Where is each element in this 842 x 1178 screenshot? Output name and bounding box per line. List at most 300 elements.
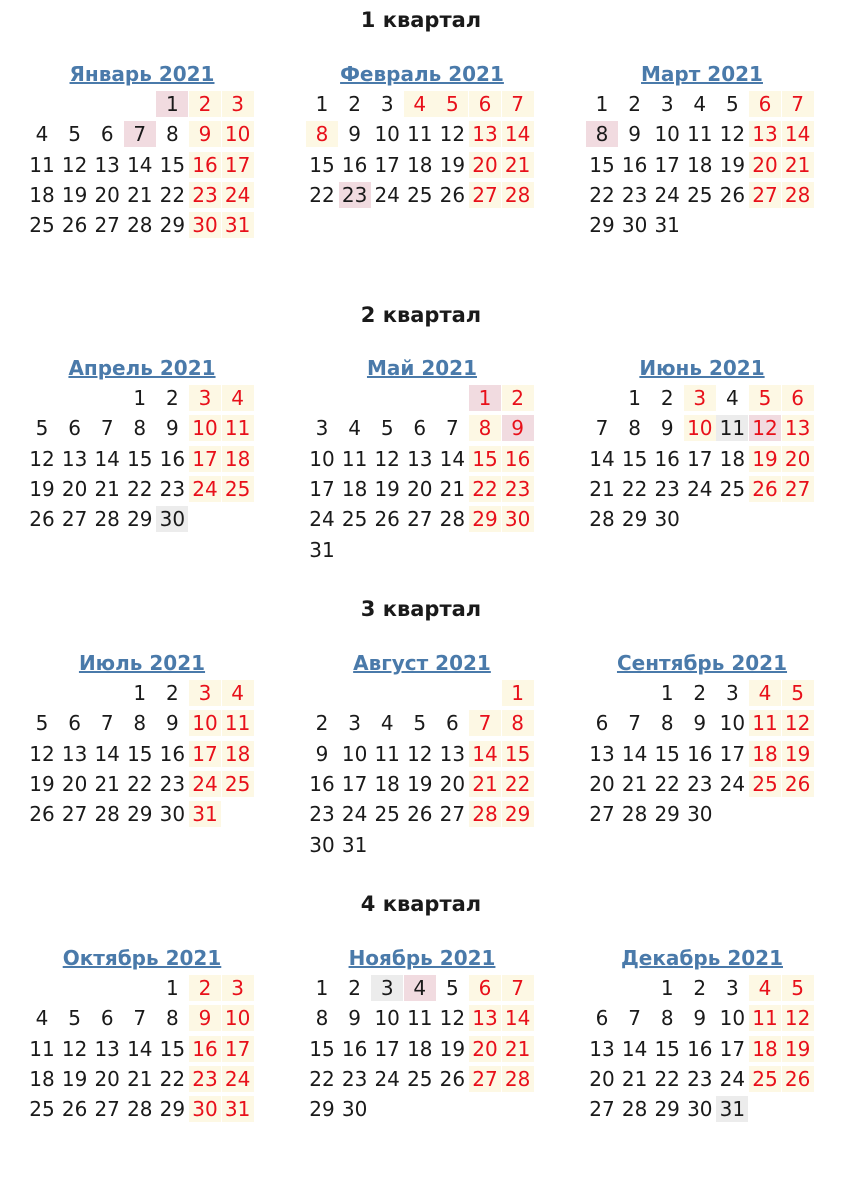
day-cell: 31 [716, 1096, 748, 1122]
day-cell: 24 [719, 771, 746, 796]
day-cell: 15 [654, 1036, 680, 1061]
day-cell: 5 [380, 416, 394, 441]
day-cell: 20 [439, 771, 466, 796]
month-may [306, 356, 538, 567]
day-cell: 30 [687, 1097, 713, 1122]
day-cell: 20 [469, 152, 501, 178]
day-cell: 9 [315, 741, 329, 766]
day-cell: 30 [687, 802, 713, 827]
month-link[interactable]: Июнь 2021 [639, 356, 765, 380]
month-link[interactable]: Январь 2021 [69, 62, 215, 86]
day-cell: 15 [502, 741, 534, 767]
day-cell: 12 [61, 152, 88, 177]
day-cell: 13 [469, 1005, 501, 1031]
day-cell: 28 [502, 1066, 534, 1092]
day-cell: 17 [374, 1036, 400, 1061]
day-cell: 30 [341, 1097, 368, 1122]
day-cell: 7 [124, 121, 156, 147]
day-cell: 4 [404, 975, 436, 1001]
day-cell: 30 [309, 832, 335, 857]
day-cell: 19 [61, 182, 88, 207]
day-cell: 9 [628, 122, 641, 147]
day-cell: 11 [222, 710, 254, 736]
day-cell: 18 [749, 1036, 781, 1062]
day-cell: 1 [315, 976, 329, 1000]
day-cell: 25 [341, 507, 368, 532]
day-cell: 8 [133, 711, 147, 736]
day-cell: 27 [589, 1097, 615, 1122]
day-cell: 22 [621, 476, 648, 501]
day-cell: 5 [35, 711, 49, 736]
day-cell: 9 [166, 416, 179, 441]
month-march [586, 62, 818, 243]
day-cell: 19 [782, 1036, 814, 1062]
day-cell: 5 [68, 122, 81, 147]
day-cell: 28 [621, 1097, 648, 1122]
day-cell: 15 [159, 152, 186, 177]
day-cell: 29 [159, 1097, 186, 1122]
day-cell: 8 [502, 710, 534, 736]
month-link[interactable]: Декабрь 2021 [620, 946, 783, 970]
day-cell: 28 [94, 802, 120, 827]
day-cell: 23 [621, 182, 648, 207]
day-cell: 9 [189, 1005, 221, 1031]
day-cell: 15 [654, 741, 680, 766]
day-cell: 24 [222, 182, 254, 208]
day-cell: 31 [222, 212, 254, 238]
day-cell: 2 [166, 681, 179, 705]
day-cell: 1 [628, 386, 641, 410]
day-cell: 2 [348, 92, 361, 116]
day-cell: 26 [374, 507, 400, 532]
day-cell: 12 [374, 446, 400, 471]
day-cell: 21 [94, 771, 120, 796]
day-cell: 17 [222, 152, 254, 178]
day-cell: 16 [159, 446, 186, 471]
day-cell: 30 [189, 1096, 221, 1122]
day-cell: 7 [446, 416, 459, 441]
day-cell: 22 [127, 771, 153, 796]
day-grid [26, 975, 258, 1127]
day-cell: 19 [61, 1066, 88, 1091]
day-cell: 14 [127, 1036, 153, 1061]
day-cell: 6 [413, 416, 427, 441]
day-cell: 7 [628, 1006, 641, 1031]
day-cell: 2 [189, 975, 221, 1001]
day-cell: 24 [309, 507, 335, 532]
day-grid [586, 91, 818, 243]
day-grid [26, 385, 258, 537]
day-cell: 11 [29, 152, 55, 177]
day-cell: 4 [693, 92, 707, 116]
month-april [26, 356, 258, 537]
day-cell: 19 [439, 1036, 466, 1061]
day-cell: 18 [29, 182, 55, 207]
day-cell: 12 [749, 415, 781, 441]
day-cell: 22 [159, 1066, 186, 1091]
day-cell: 17 [309, 476, 335, 501]
day-cell: 25 [749, 771, 781, 797]
day-cell: 3 [380, 92, 394, 116]
day-cell: 8 [660, 1006, 674, 1031]
day-cell: 30 [189, 212, 221, 238]
day-cell: 27 [782, 476, 814, 502]
day-cell: 20 [61, 771, 88, 796]
day-cell: 14 [94, 741, 120, 766]
day-cell: 22 [502, 771, 534, 797]
day-cell: 26 [29, 507, 55, 532]
day-cell: 3 [348, 711, 361, 736]
day-cell: 25 [687, 182, 713, 207]
day-cell: 21 [589, 476, 615, 501]
day-cell: 10 [719, 711, 746, 736]
day-cell: 23 [339, 182, 371, 208]
day-cell: 21 [502, 1036, 534, 1062]
day-cell: 3 [684, 385, 716, 411]
day-cell: 2 [348, 976, 361, 1000]
day-cell: 21 [621, 1066, 648, 1091]
day-cell: 15 [159, 1036, 186, 1061]
day-cell: 9 [348, 1006, 361, 1031]
day-cell: 16 [309, 771, 335, 796]
day-cell: 3 [726, 681, 739, 705]
day-cell: 5 [782, 975, 814, 1001]
day-cell: 9 [348, 122, 361, 147]
month-july [26, 651, 258, 832]
day-cell: 25 [407, 1066, 433, 1091]
month-february [306, 62, 538, 212]
day-cell: 28 [469, 801, 501, 827]
day-cell: 27 [94, 1097, 120, 1122]
day-cell: 23 [687, 771, 713, 796]
day-cell: 8 [306, 121, 338, 147]
day-cell: 17 [374, 152, 400, 177]
quarter-title: 4 квартал [360, 892, 482, 916]
day-cell: 16 [621, 152, 648, 177]
day-cell: 10 [374, 122, 400, 147]
month-june [586, 356, 818, 537]
day-cell: 18 [407, 152, 433, 177]
day-cell: 24 [374, 182, 400, 207]
day-cell: 27 [469, 182, 501, 208]
day-cell: 9 [189, 121, 221, 147]
day-cell: 2 [628, 92, 641, 116]
day-cell: 13 [61, 741, 88, 766]
day-cell: 15 [127, 446, 153, 471]
day-cell: 11 [749, 1005, 781, 1031]
day-cell: 23 [189, 1066, 221, 1092]
day-cell: 8 [586, 121, 618, 147]
day-cell: 6 [782, 385, 814, 411]
day-cell: 26 [749, 476, 781, 502]
day-cell: 7 [502, 91, 534, 117]
day-cell: 30 [654, 507, 680, 532]
day-cell: 6 [68, 711, 81, 736]
day-cell: 3 [371, 975, 403, 1001]
day-cell: 27 [61, 507, 88, 532]
day-cell: 18 [749, 741, 781, 767]
day-cell: 6 [595, 1006, 609, 1031]
day-cell: 21 [782, 152, 814, 178]
day-cell: 25 [407, 182, 433, 207]
day-cell: 7 [628, 711, 641, 736]
day-cell: 3 [189, 680, 221, 706]
day-cell: 17 [222, 1036, 254, 1062]
day-cell: 19 [439, 152, 466, 177]
day-cell: 22 [469, 476, 501, 502]
day-cell: 13 [407, 446, 433, 471]
day-cell: 12 [407, 741, 433, 766]
day-cell: 30 [621, 213, 648, 238]
day-cell: 10 [719, 1006, 746, 1031]
day-cell: 25 [749, 1066, 781, 1092]
day-cell: 16 [654, 446, 680, 471]
day-cell: 10 [341, 741, 368, 766]
day-cell: 1 [166, 976, 179, 1000]
day-cell: 8 [166, 1006, 179, 1031]
day-cell: 17 [189, 446, 221, 472]
day-cell: 18 [687, 152, 713, 177]
day-cell: 12 [439, 122, 466, 147]
day-cell: 13 [94, 152, 120, 177]
day-cell: 10 [222, 1005, 254, 1031]
month-link[interactable]: Сентябрь 2021 [616, 651, 788, 675]
day-grid [26, 680, 258, 832]
day-cell: 11 [374, 741, 400, 766]
day-cell: 16 [189, 152, 221, 178]
day-cell: 29 [469, 506, 501, 532]
day-cell: 20 [589, 1066, 615, 1091]
day-cell: 5 [446, 976, 459, 1000]
month-link[interactable]: Февраль 2021 [340, 62, 504, 86]
day-cell: 3 [726, 976, 739, 1000]
day-cell: 20 [61, 476, 88, 501]
day-grid [586, 385, 818, 537]
day-cell: 1 [133, 681, 147, 705]
day-cell: 26 [439, 1066, 466, 1091]
day-cell: 20 [94, 1066, 120, 1091]
day-cell: 24 [222, 1066, 254, 1092]
day-cell: 3 [222, 91, 254, 117]
day-cell: 26 [61, 213, 88, 238]
day-cell: 29 [654, 802, 680, 827]
day-cell: 14 [439, 446, 466, 471]
day-cell: 3 [315, 416, 329, 441]
day-cell: 13 [589, 1036, 615, 1061]
day-cell: 18 [374, 771, 400, 796]
quarter-title: 3 квартал [360, 597, 482, 621]
day-grid [306, 680, 538, 862]
day-cell: 22 [654, 1066, 680, 1091]
day-cell: 4 [749, 680, 781, 706]
day-cell: 27 [61, 802, 88, 827]
day-cell: 14 [469, 741, 501, 767]
day-cell: 23 [189, 182, 221, 208]
day-cell: 13 [589, 741, 615, 766]
day-cell: 8 [133, 416, 147, 441]
day-cell: 29 [127, 802, 153, 827]
day-cell: 19 [719, 152, 746, 177]
day-cell: 14 [502, 121, 534, 147]
day-cell: 6 [469, 91, 501, 117]
day-cell: 24 [687, 476, 713, 501]
day-cell: 4 [35, 122, 49, 147]
day-cell: 22 [309, 182, 335, 207]
day-cell: 4 [726, 386, 739, 410]
day-cell: 27 [439, 802, 466, 827]
day-cell: 5 [436, 91, 468, 117]
month-link[interactable]: Март 2021 [641, 62, 763, 86]
day-cell: 11 [687, 122, 713, 147]
day-cell: 10 [684, 415, 716, 441]
day-cell: 26 [439, 182, 466, 207]
day-cell: 10 [374, 1006, 400, 1031]
day-cell: 9 [660, 416, 674, 441]
day-cell: 6 [469, 975, 501, 1001]
day-cell: 10 [654, 122, 680, 147]
day-cell: 13 [782, 415, 814, 441]
day-cell: 17 [719, 1036, 746, 1061]
day-cell: 1 [156, 91, 188, 117]
day-cell: 5 [35, 416, 49, 441]
day-cell: 7 [100, 416, 114, 441]
day-cell: 14 [94, 446, 120, 471]
day-cell: 23 [309, 802, 335, 827]
day-cell: 16 [341, 1036, 368, 1061]
day-cell: 28 [589, 507, 615, 532]
day-cell: 9 [693, 711, 707, 736]
day-cell: 6 [100, 122, 114, 147]
day-grid [26, 91, 258, 243]
day-cell: 30 [159, 802, 186, 827]
day-cell: 17 [719, 741, 746, 766]
day-cell: 25 [29, 1097, 55, 1122]
day-cell: 27 [469, 1066, 501, 1092]
day-cell: 17 [654, 152, 680, 177]
month-link[interactable]: Апрель 2021 [68, 356, 216, 380]
day-cell: 12 [719, 122, 746, 147]
day-cell: 11 [749, 710, 781, 736]
day-cell: 19 [29, 476, 55, 501]
day-cell: 10 [189, 415, 221, 441]
day-cell: 18 [341, 476, 368, 501]
day-cell: 25 [374, 802, 400, 827]
day-cell: 14 [621, 1036, 648, 1061]
day-cell: 29 [589, 213, 615, 238]
day-cell: 23 [687, 1066, 713, 1091]
day-cell: 7 [502, 975, 534, 1001]
day-cell: 8 [315, 1006, 329, 1031]
day-cell: 16 [341, 152, 368, 177]
day-cell: 23 [341, 1066, 368, 1091]
day-cell: 22 [589, 182, 615, 207]
day-cell: 13 [469, 121, 501, 147]
day-cell: 29 [502, 801, 534, 827]
day-cell: 11 [407, 1006, 433, 1031]
month-link[interactable]: Октябрь 2021 [62, 946, 222, 970]
day-cell: 24 [374, 1066, 400, 1091]
day-cell: 19 [782, 741, 814, 767]
day-cell: 6 [749, 91, 781, 117]
day-cell: 15 [621, 446, 648, 471]
day-cell: 14 [502, 1005, 534, 1031]
day-cell: 14 [621, 741, 648, 766]
month-link[interactable]: Ноябрь 2021 [348, 946, 496, 970]
day-cell: 1 [660, 681, 674, 705]
day-cell: 21 [127, 1066, 153, 1091]
day-cell: 2 [693, 976, 707, 1000]
day-cell: 27 [407, 507, 433, 532]
day-cell: 12 [29, 741, 55, 766]
day-cell: 15 [589, 152, 615, 177]
day-cell: 18 [222, 446, 254, 472]
day-cell: 27 [589, 802, 615, 827]
day-cell: 8 [628, 416, 641, 441]
day-cell: 28 [94, 507, 120, 532]
day-cell: 12 [29, 446, 55, 471]
month-link[interactable]: Май 2021 [366, 356, 478, 380]
day-cell: 4 [35, 1006, 49, 1031]
day-cell: 27 [94, 213, 120, 238]
day-cell: 9 [693, 1006, 707, 1031]
quarter-title: 1 квартал [360, 8, 482, 32]
day-cell: 28 [621, 802, 648, 827]
day-cell: 17 [687, 446, 713, 471]
day-cell: 17 [341, 771, 368, 796]
day-cell: 31 [309, 537, 335, 562]
day-cell: 8 [166, 122, 179, 147]
day-cell: 26 [782, 1066, 814, 1092]
day-cell: 14 [589, 446, 615, 471]
day-cell: 28 [127, 1097, 153, 1122]
month-october [26, 946, 258, 1127]
day-cell: 21 [621, 771, 648, 796]
day-cell: 1 [315, 92, 329, 116]
day-cell: 7 [595, 416, 609, 441]
day-cell: 18 [222, 741, 254, 767]
day-cell: 29 [127, 507, 153, 532]
day-cell: 19 [374, 476, 400, 501]
day-cell: 12 [782, 1005, 814, 1031]
day-cell: 16 [502, 446, 534, 472]
month-link[interactable]: Июль 2021 [78, 651, 206, 675]
day-cell: 21 [502, 152, 534, 178]
day-cell: 30 [156, 506, 188, 532]
month-link[interactable]: Август 2021 [353, 651, 491, 675]
day-cell: 6 [446, 711, 459, 736]
day-grid [586, 680, 818, 832]
day-cell: 26 [719, 182, 746, 207]
day-cell: 2 [166, 386, 179, 410]
day-cell: 7 [469, 710, 501, 736]
day-grid [306, 385, 538, 567]
day-cell: 4 [380, 711, 394, 736]
month-september [586, 651, 818, 832]
day-cell: 13 [94, 1036, 120, 1061]
day-cell: 25 [29, 213, 55, 238]
day-cell: 19 [749, 446, 781, 472]
day-cell: 29 [309, 1097, 335, 1122]
day-cell: 6 [595, 711, 609, 736]
day-cell: 24 [341, 802, 368, 827]
day-cell: 4 [749, 975, 781, 1001]
day-cell: 12 [439, 1006, 466, 1031]
day-cell: 11 [222, 415, 254, 441]
day-cell: 23 [502, 476, 534, 502]
day-cell: 28 [439, 507, 466, 532]
day-cell: 8 [660, 711, 674, 736]
day-cell: 11 [341, 446, 368, 471]
